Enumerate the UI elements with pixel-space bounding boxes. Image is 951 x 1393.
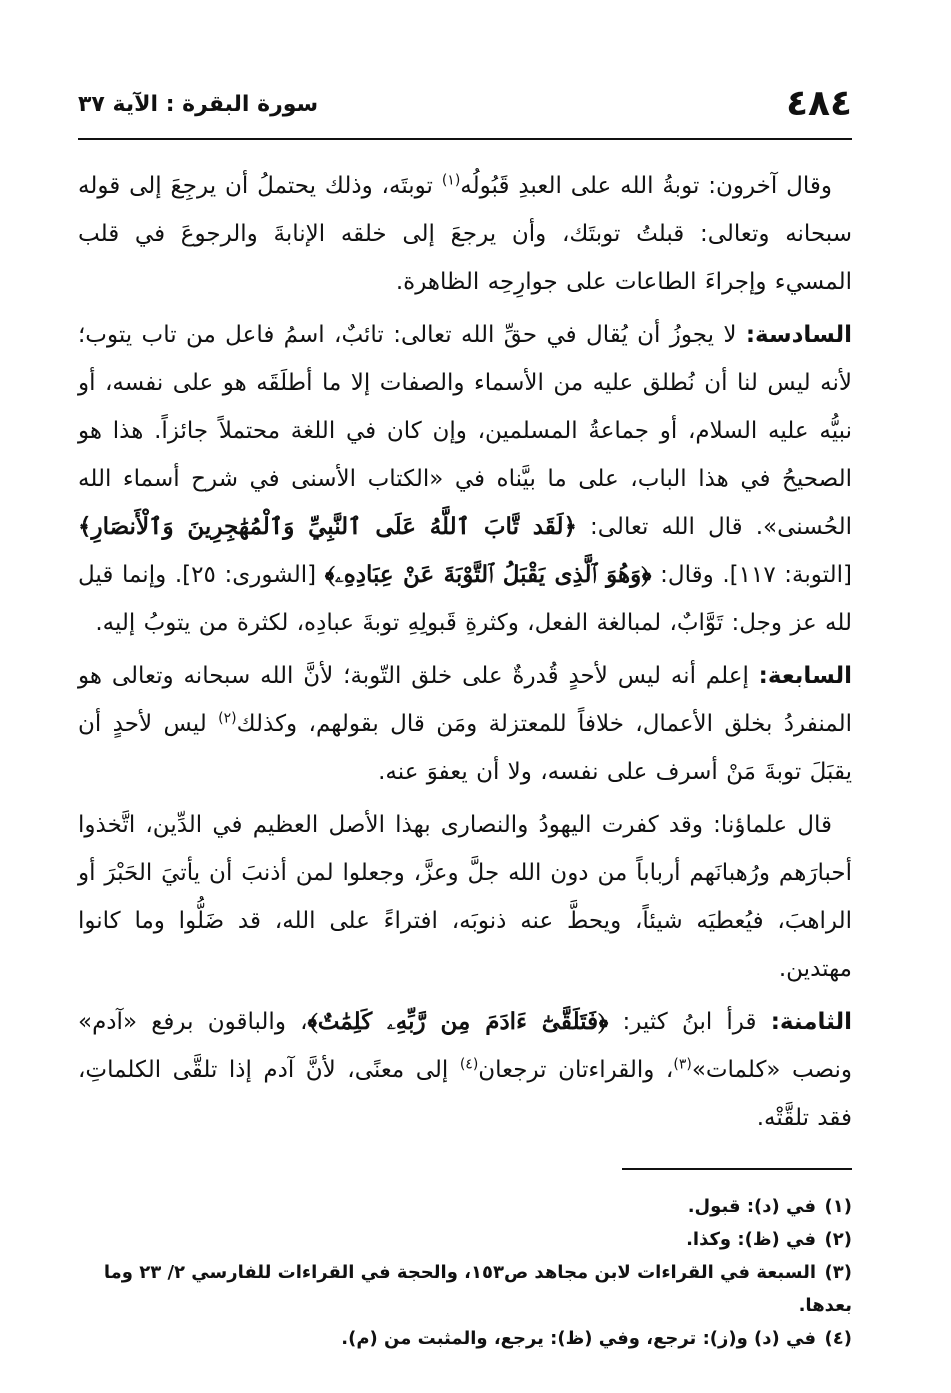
footnote-number: (٣)	[824, 1262, 852, 1283]
footnote-ref-2[interactable]: (٢)	[218, 710, 237, 727]
paragraph-text: [الشورى: ٢٥]. وإنما قيل لله عز وجل: تَوَّابٌ، لمبالغة الفعل، وكثرةِ قَبولِهِ توبةَ عبادِه، لكثرة من يتوبُ إليه.	[78, 562, 852, 636]
footnote-text: السبعة في القراءات لابن مجاهد ص١٥٣، والحجة في القراءات للفارسي ٢/ ٢٣ وما بعدها.	[103, 1262, 852, 1316]
paragraph-text: إلى معنًى، لأنَّ آدم إذا تلقَّى الكلماتِ، فقد تلقَّتْه.	[78, 1057, 852, 1131]
footnote-text: في (ظ): وكذا.	[686, 1229, 816, 1250]
quran-verse-baqarah: ﴿فَتَلَقَّىٰٓ ءَادَمَ مِن رَّبِّهِۦ كَلِمَٰتٌ﴾	[307, 1008, 609, 1035]
footnote-number: (٢)	[824, 1229, 852, 1250]
book-page	[78, 78, 852, 1355]
footnote-ref-4[interactable]: (٤)	[459, 1056, 479, 1073]
section-heading-seventh: السابعة:	[758, 663, 852, 689]
page-number: ٤٨٤	[786, 83, 852, 124]
page-header	[78, 78, 852, 140]
paragraph-eighth	[78, 998, 852, 1142]
paragraph-text: [التوبة: ١١٧]. وقال:	[651, 562, 852, 588]
paragraph-text: إعلم أنه ليس لأحدٍ قُدرةٌ على خلق التّوبة؛ لأنَّ الله سبحانه وتعالى هو المنفردُ بخلق الأعمال، خلافاً للمعتزلة ومَن قال بقولهم، وكذلك	[78, 663, 852, 737]
header-divider	[78, 138, 852, 140]
paragraph-text: لا يجوزُ أن يُقال في حقِّ الله تعالى: تائبٌ، اسمُ فاعل من تاب يتوب؛ لأنه ليس لنا أن نُطلق عليه من الأسماء والصفات إلا ما أطلَقَه هو على نفسه، أو نبيُّه عليه السلام، أو جماعةُ المسلمين، وإن كان في اللغة محتملاً جائزاً. هذا هو الصحيحُ في هذا الباب، على ما بيَّناه في «الكتاب الأسنى في شرح أسماء الله الحُسنى». قال الله تعالى:	[78, 322, 852, 540]
footnote-divider	[622, 1168, 852, 1170]
section-heading-sixth: السادسة:	[745, 322, 852, 348]
footnote-1	[78, 1190, 852, 1223]
paragraph-text: ، والباقون برفع «آدم» ونصب «كلمات»	[78, 1009, 853, 1083]
footnotes	[78, 1190, 852, 1355]
footnote-2	[78, 1223, 852, 1256]
paragraph-text: ليس لأحدٍ أن يقبَلَ توبةَ مَنْ أسرف على نفسه، ولا أن يعفوَ عنه.	[78, 711, 852, 785]
paragraph-seventh	[78, 652, 852, 796]
quran-verse-tawbah: ﴿لَقَد تَّابَ ٱللَّهُ عَلَى ٱلنَّبِيِّ وَٱلْمُهَٰجِرِينَ وَٱلْأَنصَارِ﴾	[78, 513, 577, 540]
paragraph-text: قال علماؤنا: وقد كفرت اليهودُ والنصارى بهذا الأصل العظيم في الدِّين، اتَّخذوا أحبارَهم ورُهبانَهم أرباباً من دون الله جلَّ وعزَّ، وجعلوا لمن أذنبَ أن يأتيَ الحَبْرَ أو الراهبَ، فيُعطيَه شيئاً، ويحطَّ عنه ذنوبَه، افتراءً على الله، قد ضَلُّوا وما كانوا مهتدين.	[78, 812, 852, 982]
paragraph-sixth	[78, 311, 852, 647]
footnote-ref-3[interactable]: (٣)	[673, 1056, 692, 1073]
footnote-ref-1[interactable]: (١)	[441, 172, 461, 189]
footnote-4	[78, 1322, 852, 1355]
section-heading-eighth: الثامنة:	[770, 1009, 853, 1035]
footnote-text: في (د): قبول.	[687, 1196, 816, 1217]
footnote-number: (١)	[824, 1196, 852, 1217]
footnote-text: في (د) و(ز): ترجع، وفي (ظ): يرجع، والمثبت من (م).	[341, 1328, 816, 1349]
paragraph-scholars	[78, 801, 852, 993]
footnote-number: (٤)	[824, 1328, 852, 1349]
paragraph-1	[78, 162, 852, 306]
paragraph-text: ، والقراءتان ترجعان	[478, 1057, 674, 1083]
paragraph-text: وقال آخرون: توبةُ الله على العبدِ قَبُولُه	[460, 173, 832, 199]
footnote-3	[78, 1256, 852, 1322]
main-text	[78, 162, 852, 1142]
quran-verse-shura: ﴿وَهُوَ ٱلَّذِى يَقْبَلُ ٱلتَّوْبَةَ عَنْ عِبَادِهِۦ﴾	[324, 561, 652, 588]
paragraph-text: توبتَه، وذلك يحتملُ أن يرجِعَ إلى قوله سبحانه وتعالى: قبلتُ توبتَك، وأن يرجعَ إلى خلقه الإنابةَ والرجوعَ في قلب المسيء وإجراءَ الطاعات على جوارِحِه الظاهرة.	[78, 173, 852, 295]
running-title: سورة البقرة : الآية ٣٧	[78, 92, 319, 117]
paragraph-text: قرأ ابنُ كثير:	[608, 1009, 771, 1035]
